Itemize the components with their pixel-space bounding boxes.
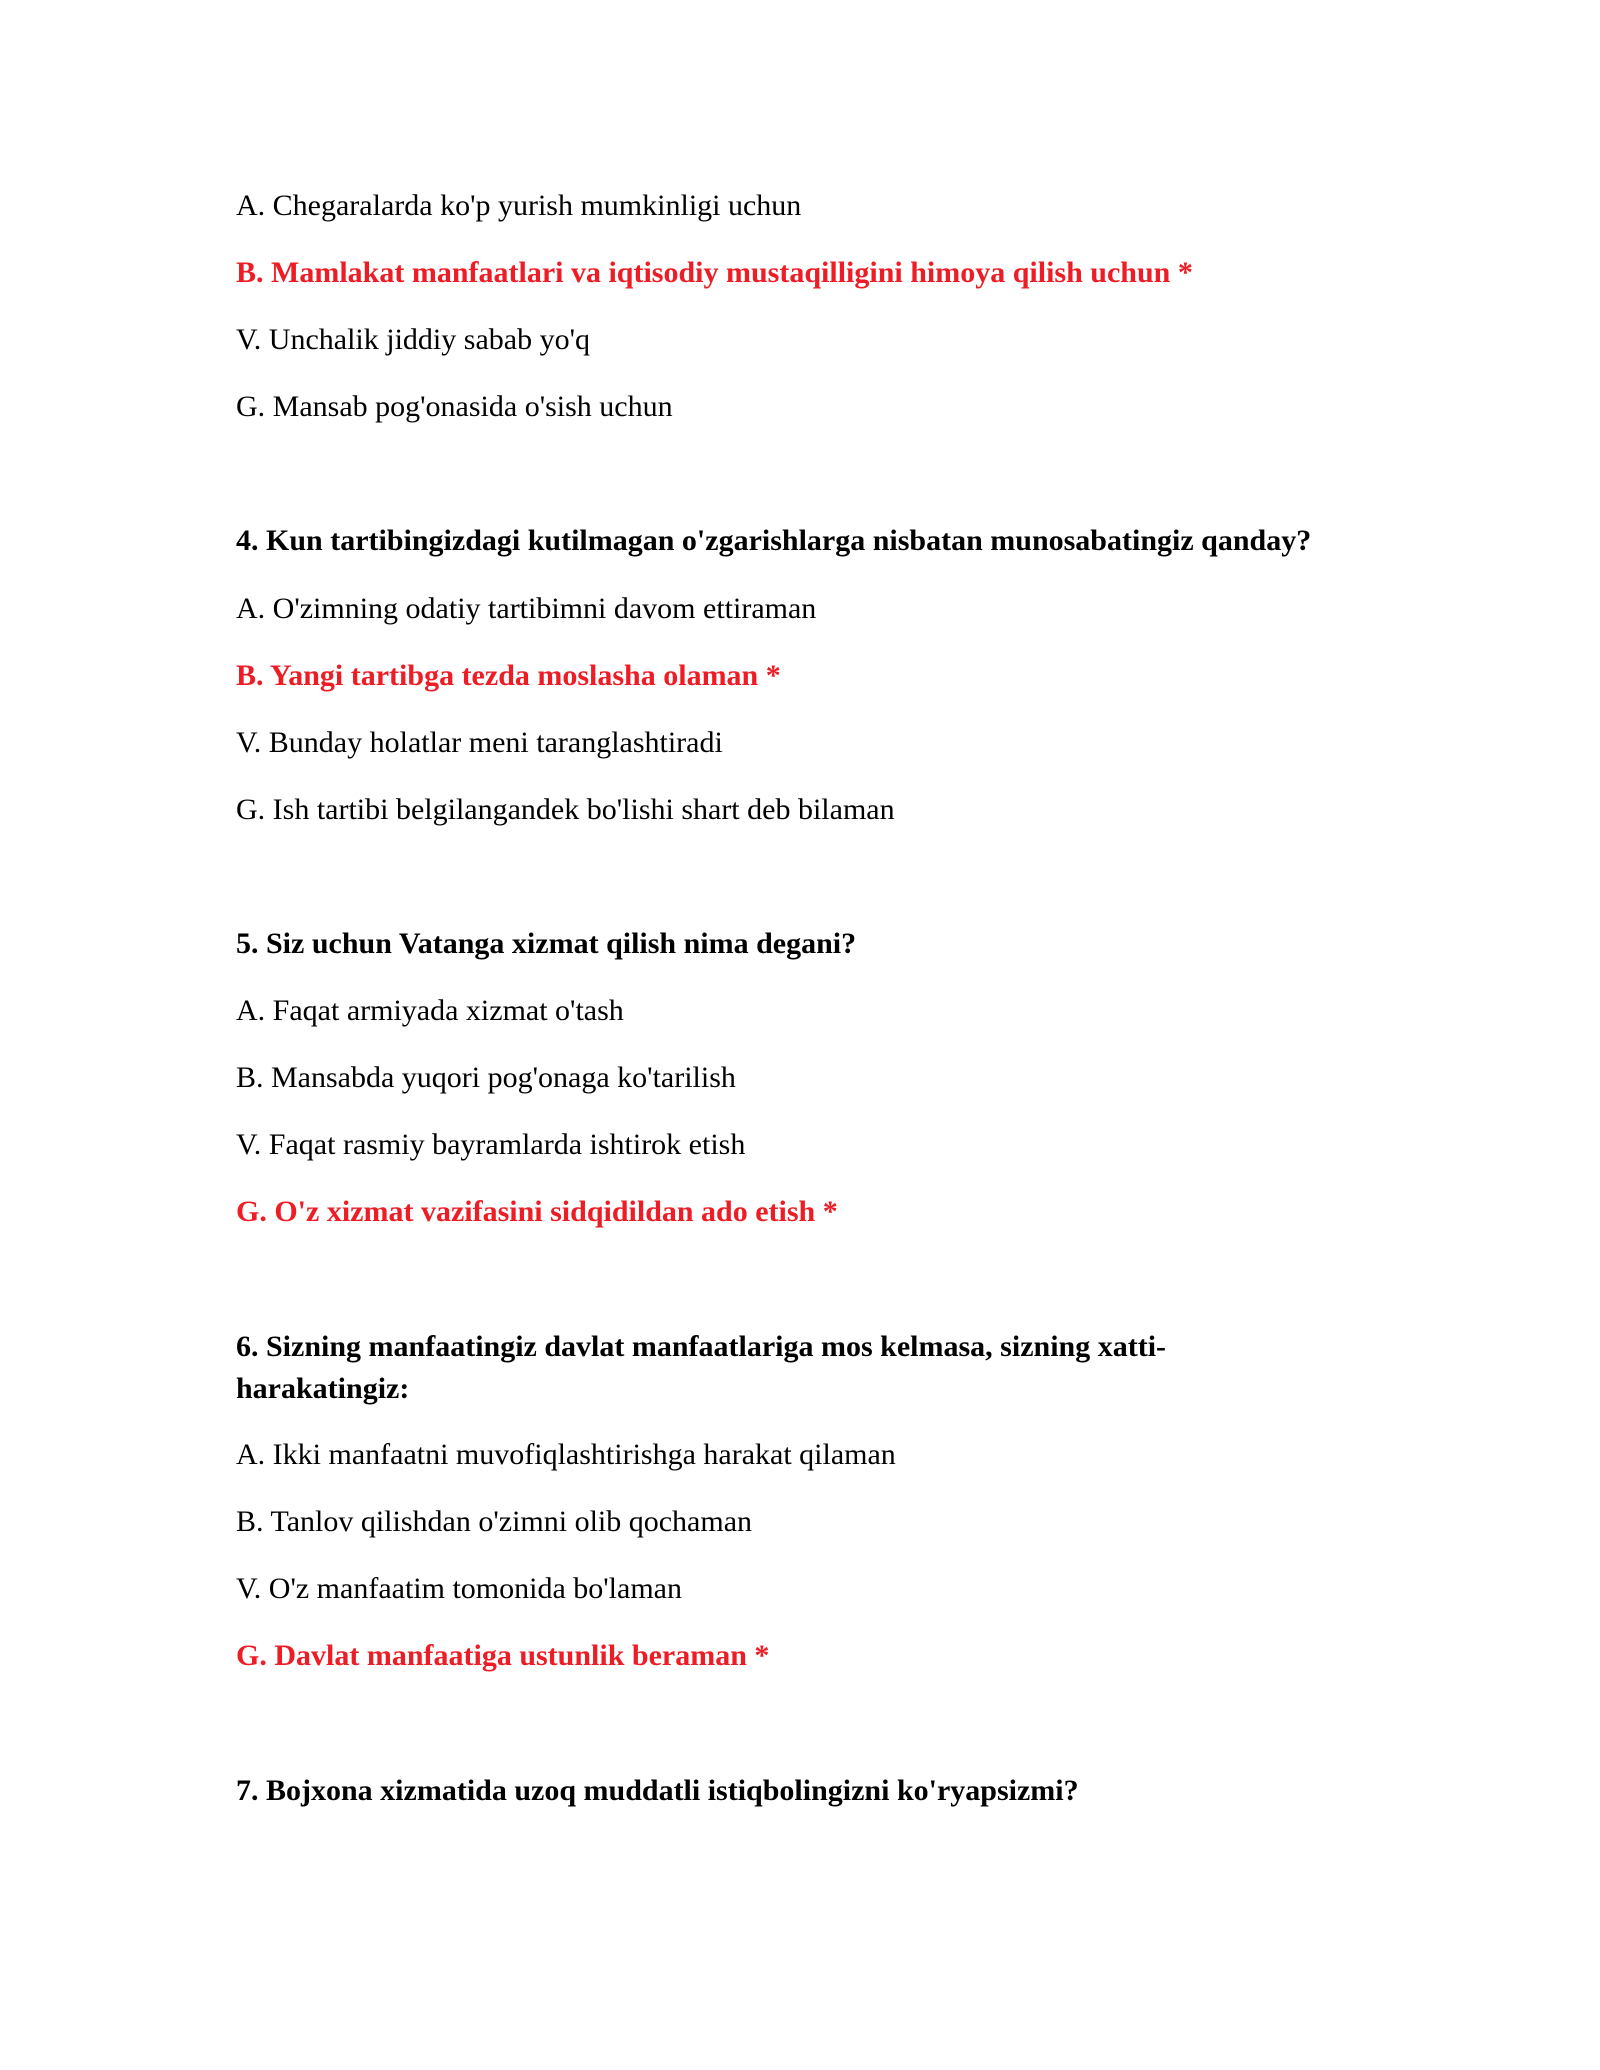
q3-option-v: V. Unchalik jiddiy sabab yo'q <box>236 323 590 356</box>
q4-option-g: G. Ish tartibi belgilangandek bo'lishi shart deb bilaman <box>236 793 895 826</box>
q5-option-b: B. Mansabda yuqori pog'onaga ko'tarilish <box>236 1061 736 1094</box>
q5-option-a: A. Faqat armiyada xizmat o'tash <box>236 994 624 1027</box>
q6-option-a: A. Ikki manfaatni muvofiqlashtirishga harakat qilaman <box>236 1438 896 1471</box>
q3-option-a: A. Chegaralarda ko'p yurish mumkinligi uchun <box>236 189 802 222</box>
q6-question: 6. Sizning manfaatingiz davlat manfaatlariga mos kelmasa, sizning xatti-harakatingiz: <box>236 1330 1167 1405</box>
q5-option-v: V. Faqat rasmiy bayramlarda ishtirok etish <box>236 1128 746 1161</box>
q6-option-v: V. O'z manfaatim tomonida bo'laman <box>236 1572 682 1605</box>
q6-option-b: B. Tanlov qilishdan o'zimni olib qochaman <box>236 1505 753 1538</box>
q4-option-a: A. O'zimning odatiy tartibimni davom ettiraman <box>236 592 817 625</box>
q4-question: 4. Kun tartibingizdagi kutilmagan o'zgarishlarga nisbatan munosabatingiz qanday? <box>236 524 1312 557</box>
q3-option-b-correct: B. Mamlakat manfaatlari va iqtisodiy mustaqilligini himoya qilish uchun * <box>236 256 1193 289</box>
q7-question: 7. Bojxona xizmatida uzoq muddatli istiqbolingizni ko'ryapsizmi? <box>236 1774 1079 1807</box>
q4-option-v: V. Bunday holatlar meni taranglashtiradi <box>236 726 723 759</box>
q5-option-g-correct: G. O'z xizmat vazifasini sidqidildan ado etish * <box>236 1195 838 1228</box>
q6-option-g-correct: G. Davlat manfaatiga ustunlik beraman * <box>236 1639 770 1672</box>
q3-option-g: G. Mansab pog'onasida o'sish uchun <box>236 390 673 423</box>
q4-option-b-correct: B. Yangi tartibga tezda moslasha olaman * <box>236 659 781 692</box>
q5-question: 5. Siz uchun Vatanga xizmat qilish nima degani? <box>236 927 857 960</box>
